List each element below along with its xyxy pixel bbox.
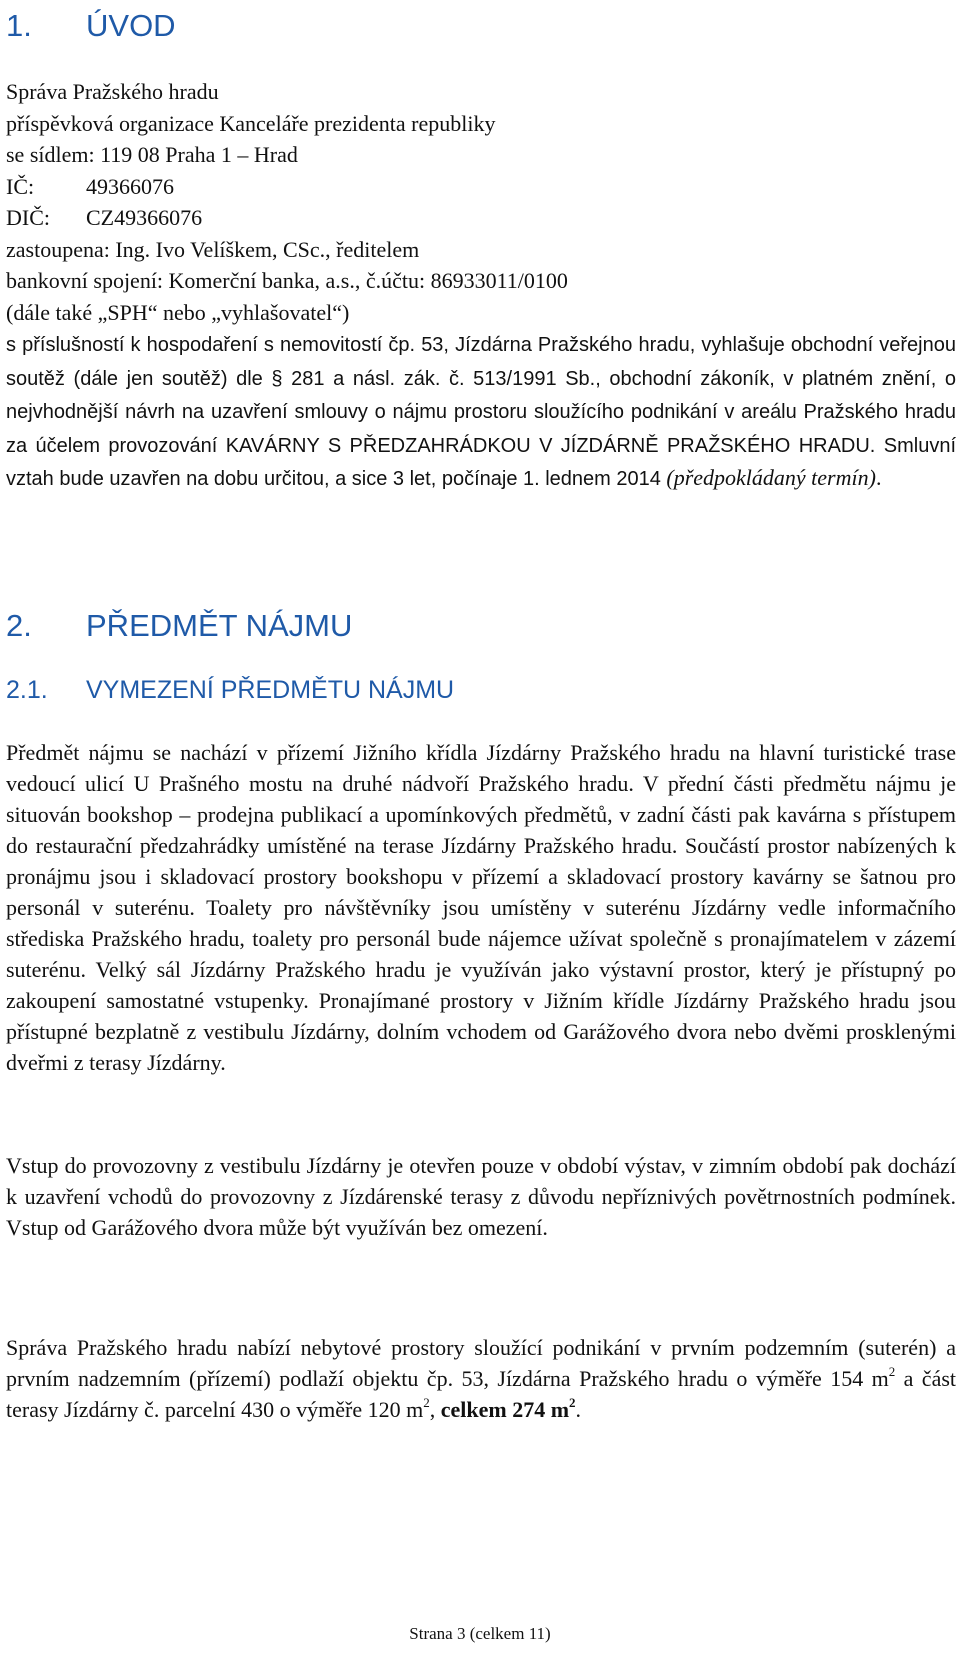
intro-part-a: s příslušností k hospodaření s nemovitostí čp.	[6, 334, 416, 356]
org-type: příspěvková organizace Kanceláře prezidenta republiky	[6, 110, 496, 136]
org-name: Správa Pražského hradu	[6, 79, 219, 104]
intro-part-b: 53, Jízdárna Pražského hradu, vyhlašuje obchodní veřejnou soutěž (dále jen soutěž) dle § 281 a násl. zák. č. 513/1991 Sb.	[6, 334, 956, 390]
superscript-2: 2	[423, 1394, 430, 1410]
subsection-number: 2.1.	[6, 676, 48, 704]
ico-label: IČ:	[6, 173, 35, 199]
organization-info	[6, 76, 956, 328]
area-total-text: celkem 274 m	[440, 1397, 570, 1422]
section-title: ÚVOD	[86, 8, 176, 43]
section-number: 1.	[6, 8, 32, 43]
body-paragraph-2: Vstup do provozovny z vestibulu Jízdárny je otevřen pouze v období výstav, v zimním období pak dochází k uzavření vchodů do provozovny z Jízdárenské terasy z důvodu nepříznivých povětrnostních podmínek. Vstup od Garážového dvora může být využíván bez omezení.	[6, 1153, 956, 1240]
org-representative: zastoupena: Ing. Ivo Velíškem, CSc., ředitelem	[6, 236, 420, 262]
area-text-3: ,	[429, 1397, 441, 1422]
section-heading-uvod	[6, 10, 176, 41]
superscript-2: 2	[888, 1363, 896, 1379]
org-ico	[6, 171, 956, 203]
org-dic	[6, 202, 956, 234]
org-alias: (dále také „SPH“ nebo „vyhlašovatel“)	[6, 299, 350, 325]
dic-value: CZ49366076	[86, 205, 203, 230]
area-text-1: Správa Pražského hradu nabízí nebytové prostory sloužící podnikání v prvním podzemním (suterén) a prvním nadzemním (přízemí) podlaží objektu čp. 53, Jízdárna Pražského hradu o výměře 154 m	[6, 1335, 956, 1391]
ico-value: 49366076	[86, 173, 174, 199]
area-text-end: .	[575, 1397, 582, 1422]
area-total	[440, 1394, 576, 1422]
section-title: PŘEDMĚT NÁJMU	[86, 608, 353, 643]
section-number: 2.	[6, 608, 32, 643]
intro-part-d: (předpokládaný termín)	[666, 465, 876, 490]
page-footer: Strana 3 (celkem 11)	[409, 1624, 551, 1643]
area-text-2: a část terasy Jízdárny č. parcelní 430 o výměře 120 m	[6, 1366, 957, 1422]
body-paragraph-1: Předmět nájmu se nachází v přízemí Jižního křídla Jízdárny Pražského hradu na hlavní turistické trase vedoucí ulicí U Prašného mostu na druhé nádvoří Pražského hradu. V přední části předmětu nájmu je situován bookshop – prodejna publikací a upomínkových předmětů, v zadní části pak kavárna s přístupem do restaurační předzahrádky umístěné na terase Jízdárny Pražského hradu. Součástí prostor nabízených k pronájmu jsou i skladovací prostory bookshopu v přízemí a skladovací prostory kavárny se šatnou pro personál v suterénu. Toalety pro návštěvníky jsou umístěny v suterénu Jízdárny vedle informačního střediska Pražského hradu, toalety pro personál bude nájemce užívat společně s pronajímatelem v zázemí suterénu. Velký sál Jízdárny Pražského hradu je využíván jako výstavní prostor, který je přístupný po zakoupení samostatné vstupenky. Pronajímané prostory v Jižním křídle Jízdárny Pražského hradu jsou přístupné bezplatně z vestibulu Jízdárny, dolním vchodem od Garážového dvora nebo dvěmi prosklenými dveřmi z terasy Jízdárny.	[6, 740, 956, 1075]
body-paragraph-3	[6, 1332, 956, 1425]
superscript-2: 2	[569, 1394, 576, 1410]
intro-part-e: .	[875, 465, 882, 490]
intro-part-c: , obchodní zákoník, v platném znění, o nejvhodnější návrh na uzavření smlouvy o nájmu prostoru sloužícího podnikání v areálu Pražského hradu za účelem provozování KAVÁRNY S PŘEDZAHRÁDKOU V JÍZDÁRNĚ PRAŽSKÉHO HRADU. Smluvní vztah bude uzavřen na dobu určitou, a sice 3 let, počínaje 1. lednem 2014	[6, 367, 956, 490]
org-bank: bankovní spojení: Komerční banka, a.s., č.účtu: 86933011/0100	[6, 268, 568, 293]
subsection-heading-vymezeni	[6, 678, 454, 703]
intro-paragraph	[6, 328, 956, 496]
section-heading-predmet-najmu	[6, 610, 352, 641]
subsection-title: VYMEZENÍ PŘEDMĚTU NÁJMU	[86, 676, 455, 704]
org-seat: se sídlem: 119 08 Praha 1 – Hrad	[6, 142, 298, 167]
dic-label: DIČ:	[6, 205, 50, 230]
